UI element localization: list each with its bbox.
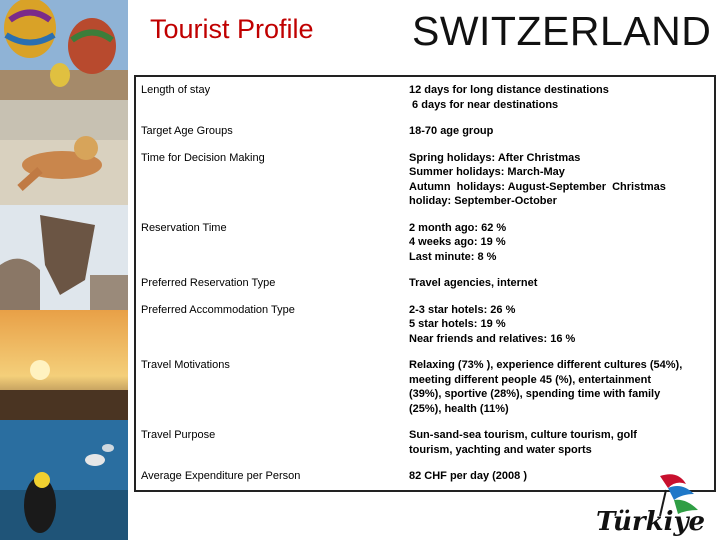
header-right [388,0,720,70]
turkiye-logo-icon [590,470,715,538]
table-row [135,145,715,215]
row-label: Average Expenditure per Person [141,470,301,482]
value-line: 5 star hotels: 19 % [409,318,506,330]
beach-photo [0,100,128,205]
row-value [404,76,715,118]
value-line: tourism, yachting and water sports [409,443,592,456]
value-line: (39%), sportive (28%), spending time with family [409,388,661,400]
value-line: Last minute: 8 % [409,250,497,263]
row-label: Travel Purpose [141,429,216,441]
row-value [404,422,715,463]
table-row [135,352,715,422]
value-line: 6 days for near destinations [409,98,559,111]
row-label: Time for Decision Making [141,151,265,164]
value-line: Summer holidays: March-May [409,166,565,178]
value-line: Near friends and relatives: 16 % [409,332,576,345]
value-line: Spring holidays: After Christmas [409,151,581,164]
row-label: Preferred Reservation Type [141,277,276,289]
table-row [135,215,715,271]
value-line: 2 month ago: 62 % [409,221,507,234]
header-left [128,0,388,70]
row-value [404,215,715,271]
profile-table [134,75,716,492]
row-label: Length of stay [141,84,211,96]
table-row [135,422,715,463]
row-value [404,352,715,422]
row-label: Reservation Time [141,221,227,234]
value-line: Relaxing (73% ), experience different cultures (54%), [409,359,683,371]
table-row [135,297,715,353]
page-title: Tourist Profile [150,14,314,44]
value-line: 2-3 star hotels: 26 % [409,303,516,316]
value-line: (25%), health (11%) [409,402,509,415]
value-line: 18-70 age group [409,125,494,137]
row-value [404,297,715,353]
value-line: 82 CHF per day (2008 ) [409,470,527,482]
table-row [135,270,715,297]
row-label: Target Age Groups [141,125,233,137]
table-row [135,118,715,145]
row-value [404,118,715,145]
diver-photo [0,420,128,540]
value-line: 4 weeks ago: 19 % [409,236,506,248]
photo-strip [0,0,128,540]
value-line: Sun-sand-sea tourism, culture tourism, golf [409,429,637,441]
row-label: Preferred Accommodation Type [141,303,295,316]
value-line: holiday: September-October [409,195,557,207]
table-row [135,76,715,118]
row-value [404,270,715,297]
value-line: Autumn holidays: August-September Christmas [409,180,666,193]
row-value [404,145,715,215]
row-label: Travel Motivations [141,359,230,371]
hot-air-balloon-photo [0,0,128,100]
value-line: Travel agencies, internet [409,277,538,289]
sunset-photo [0,310,128,420]
logo-text: Türkiye [596,507,706,537]
value-line: 12 days for long distance destinations [409,84,609,96]
value-line: meeting different people 45 (%), entertainment [409,373,652,386]
country-title: SWITZERLAND [412,8,712,54]
fairy-chimney-photo [0,205,128,310]
